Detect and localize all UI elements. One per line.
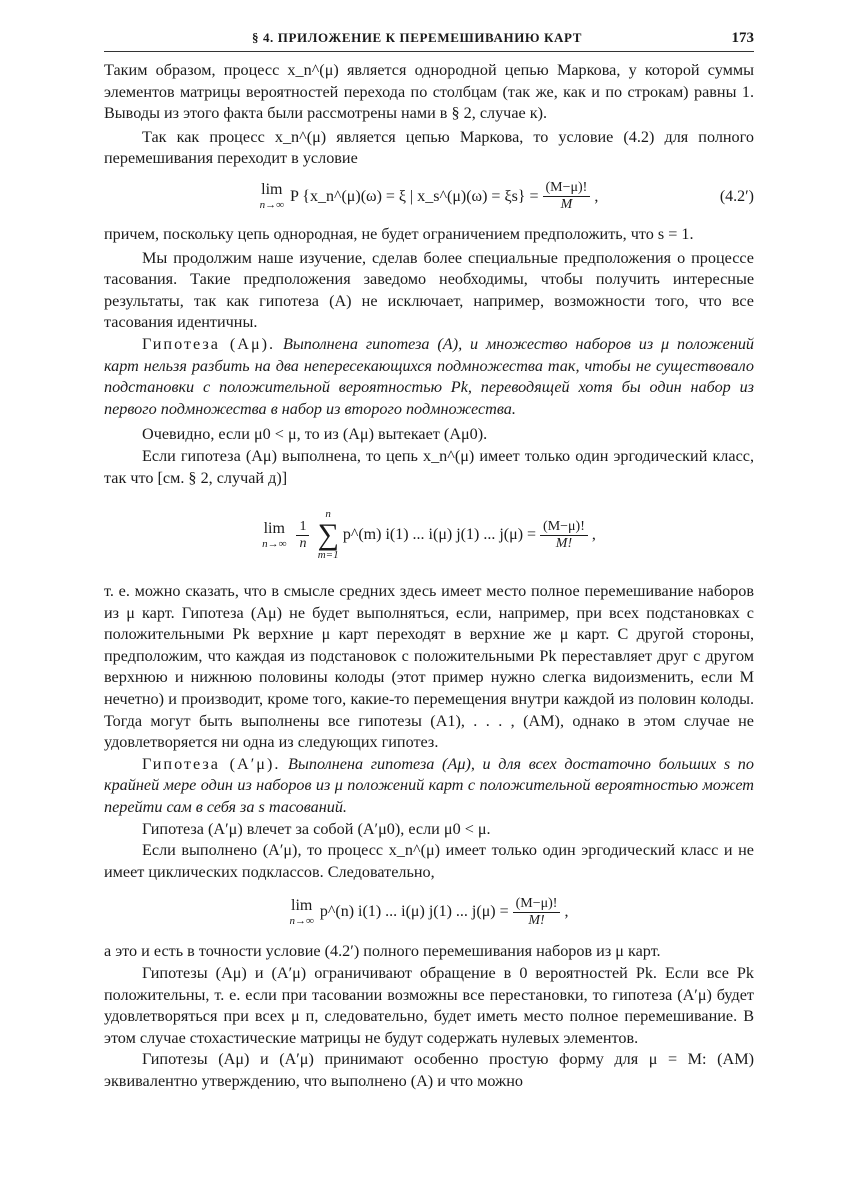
limit-operator: lim n→∞ [262,519,287,550]
paragraph-7: т. е. можно сказать, что в смысле средних здесь имеет место полное перемешивание наборов из μ карт. Гипотеза (Aμ) не будет выполняться, если, например, при всех подстановках с положительными Pk верхние μ карт переходят в верхние же μ карт. С другой стороны, предположим, что каждая из подстановок с положительными Pk переставляет друг с другом верхнюю и нижнюю половины колоды (этот пример нужно слегка видоизменить, если M нечетно) и производит, кроме того, какие-то перемещения внутри каждой из половин колоды. Тогда могут быть выполнены все гипотезы (A1), . . . , (AM), однако в этом случае не удовлетворяется ни одна из следующих гипотез. [104,582,754,752]
paragraph-12: Гипотезы (Aμ) и (A′μ) принимают особенно простую форму для μ = M: (AM) эквивалентно утверждению, что выполнено (А) и что можно [104,1050,754,1090]
paragraph-2: Так как процесс x_n^(μ) является цепью Маркова, то условие (4.2) для полного перемешивания переходит в условие [104,127,754,168]
fraction: $\frac{(M-\mu)!}{M}$ [543,180,591,213]
equation-number: (4.2′) [719,187,754,205]
hypothesis-text: Выполнена гипотеза (А), и множество наборов из μ положений карт нельзя разбить на два непересекающихся подмножества так, чтобы не существовало подстановки с положительной вероятностью Pk, переводящей хотя бы один набор из первого подмножества в набор из второго подмножества. [104,334,755,418]
hypothesis-text: Выполнена гипотеза (Aμ), и для всех достаточно больших s по крайней мере один из наборов из μ положений карт с положительной вероятностью может перейти сам в себя за s тасований. [104,754,754,817]
summation-sign: n ∑ m=1 [317,508,339,562]
page-number: 173 [731,30,754,46]
page [104,30,754,1093]
paragraph-1: Таким образом, процесс x_n^(μ) является однородной цепью Маркова, у которой суммы элементов матрицы вероятностей перехода по столбцам (так же, как и по строкам) равны 1. Выводы из этого факта были рассмотрены нами в § 2, случае к). [104,61,754,123]
fraction: $\frac{(M-\mu)!}{M!}$ [540,519,588,552]
formula-lhs: P {x_n^(μ)(ω) = ξ | x_s^(μ)(ω) = ξs} = [289,187,539,205]
limit-operator: lim n→∞ [289,896,314,927]
paragraph-9: Если выполнено (A′μ), то процесс x_n^(μ) имеет только один эргодический класс и не имеет циклических подклассов. Следовательно, [104,841,754,881]
paragraph-11: Гипотезы (Aμ) и (A′μ) ограничивают обращение в 0 вероятностей Pk. Если все Pk положительны, т. е. если при тасовании возможны все перестановки, то гипотеза (A′μ) будет удовлетворяться при всех μ п, следовательно, будет иметь место полное перемешивание. В этом случае стохастические матрицы не будут содержать нулевых элементов. [104,964,754,1047]
hypothesis-label: Гипотеза (A′μ). [142,754,281,773]
paragraph-4: Мы продолжим наше изучение, сделав более специальные предположения о процессе тасования. Такие предположения заведомо необходимы, чтобы получить интересные результаты, так как гипотеза (А) не исключает, например, возможности того, что все тасования идентичны. [104,248,754,332]
hypothesis-a-mu [104,334,754,420]
paragraph-6: Если гипотеза (Aμ) выполнена, то цепь x_n^(μ) имеет только один эргодический класс, так что [см. § 2, случай д)] [104,446,754,487]
limit-operator: lim n→∞ [259,181,284,212]
hypothesis-a-prime-mu [104,754,754,819]
paragraph-8: Гипотеза (A′μ) влечет за собой (A′μ0), если μ0 < μ. [142,819,491,838]
running-header [104,30,754,52]
hypothesis-label: Гипотеза (Aμ). [142,334,276,353]
paragraph-5: Очевидно, если μ0 < μ, то из (Aμ) вытекает (Aμ0). [142,425,488,444]
fraction-one-over-n: $\frac{1}{n}$ [296,519,309,552]
formula-term: p^(n) i(1) ... i(μ) j(1) ... j(μ) = [319,903,509,921]
formula-4-2-prime: lim n→∞ P {x_n^(μ)(ω) = ξ | x_s^(μ)(ω) = ξs} = $\frac{(M-\mu)!}{M}$ , (4.2′) [259,180,754,213]
paragraph-10: а это и есть в точности условие (4.2′) полного перемешивания наборов из μ карт. [104,942,661,961]
formula-term: p^(m) i(1) ... i(μ) j(1) ... j(μ) = [342,526,537,544]
paragraph-3: причем, поскольку цепь однородная, не будет ограничением предположить, что s = 1. [104,224,694,243]
fraction: $\frac{(M-\mu)!}{M!}$ [513,896,561,929]
formula-cesaro-limit: lim n→∞ $\frac{1}{n}$ n ∑ m=1 p^(m) i(1) ... i(μ) j(1) ... j(μ) = $\frac{(M-\mu)!}{M!}$ , [262,508,596,562]
section-title: § 4. ПРИЛОЖЕНИЕ К ПЕРЕМЕШИВАНИЮ КАРТ [252,30,582,45]
formula-full-mixing-limit: lim n→∞ p^(n) i(1) ... i(μ) j(1) ... j(μ) = $\frac{(M-\mu)!}{M!}$ , [289,895,569,928]
